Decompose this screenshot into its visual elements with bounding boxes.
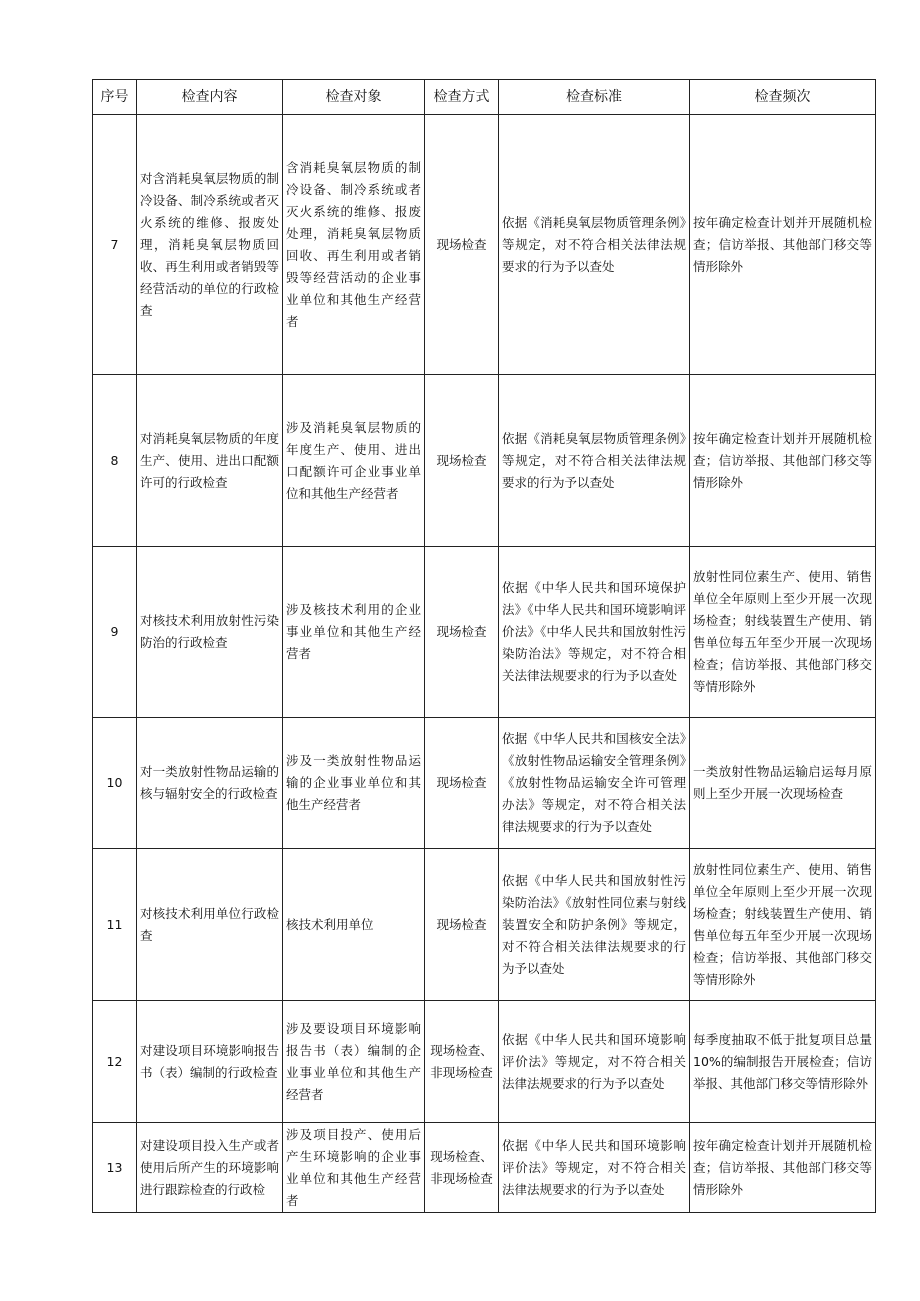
- cell-seq: 8: [93, 375, 137, 547]
- cell-seq: 12: [93, 1001, 137, 1123]
- table-header: [93, 80, 876, 115]
- table-body: [93, 115, 876, 1213]
- cell-seq: 11: [93, 849, 137, 1001]
- cell-method: 现场检查、非现场检查: [425, 1001, 499, 1123]
- cell-content: 对核技术利用单位行政检查: [137, 849, 283, 1001]
- cell-target: 涉及一类放射性物品运输的企业事业单位和其他生产经营者: [283, 718, 425, 849]
- header-row: [93, 80, 876, 115]
- cell-content: 对消耗臭氧层物质的年度生产、使用、进出口配额许可的行政检查: [137, 375, 283, 547]
- cell-method: 现场检查: [425, 375, 499, 547]
- cell-frequency: 每季度抽取不低于批复项目总量 10%的编制报告开展检查；信访举报、其他部门移交等情形除外: [690, 1001, 876, 1123]
- table-row: [93, 718, 876, 849]
- cell-target: 涉及项目投产、使用后产生环境影响的企业事业单位和其他生产经营者: [283, 1123, 425, 1213]
- header-method: 检查方式: [425, 80, 499, 115]
- cell-frequency: 一类放射性物品运输启运每月原则上至少开展一次现场检查: [690, 718, 876, 849]
- cell-method: 现场检查: [425, 115, 499, 375]
- header-seq: 序号: [93, 80, 137, 115]
- header-content: 检查内容: [137, 80, 283, 115]
- cell-method: 现场检查: [425, 718, 499, 849]
- cell-standard: 依据《消耗臭氧层物质管理条例》等规定，对不符合相关法律法规要求的行为予以查处: [499, 115, 690, 375]
- table-row: [93, 849, 876, 1001]
- cell-target: 涉及消耗臭氧层物质的年度生产、使用、进出口配额许可企业事业单位和其他生产经营者: [283, 375, 425, 547]
- table-row: [93, 375, 876, 547]
- cell-frequency: 按年确定检查计划并开展随机检查；信访举报、其他部门移交等情形除外: [690, 375, 876, 547]
- cell-target: 核技术利用单位: [283, 849, 425, 1001]
- cell-frequency: 按年确定检查计划并开展随机检查；信访举报、其他部门移交等情形除外: [690, 1123, 876, 1213]
- table-row: [93, 1001, 876, 1123]
- cell-target: 含消耗臭氧层物质的制冷设备、制冷系统或者灭火系统的维修、报废处理，消耗臭氧层物质回收、再生利用或者销毁等经营活动的企业事业单位和其他生产经营者: [283, 115, 425, 375]
- cell-content: 对建设项目投入生产或者使用后所产生的环境影响进行跟踪检查的行政检: [137, 1123, 283, 1213]
- cell-standard: 依据《消耗臭氧层物质管理条例》等规定，对不符合相关法律法规要求的行为予以查处: [499, 375, 690, 547]
- cell-frequency: 放射性同位素生产、使用、销售单位全年原则上至少开展一次现场检查；射线装置生产使用、销售单位每五年至少开展一次现场检查；信访举报、其他部门移交等情形除外: [690, 849, 876, 1001]
- cell-standard: 依据《中华人民共和国核安全法》《放射性物品运输安全管理条例》《放射性物品运输安全许可管理办法》等规定，对不符合相关法律法规要求的行为予以查处: [499, 718, 690, 849]
- cell-standard: 依据《中华人民共和国放射性污染防治法》《放射性同位素与射线装置安全和防护条例》等规定，对不符合相关法律法规要求的行为予以查处: [499, 849, 690, 1001]
- cell-seq: 9: [93, 547, 137, 718]
- table-row: [93, 1123, 876, 1213]
- table-row: [93, 115, 876, 375]
- header-frequency: 检查频次: [690, 80, 876, 115]
- cell-target: 涉及要设项目环境影响报告书（表）编制的企业事业单位和其他生产经营者: [283, 1001, 425, 1123]
- inspection-table: [92, 79, 876, 1213]
- cell-seq: 7: [93, 115, 137, 375]
- cell-content: 对核技术利用放射性污染防治的行政检查: [137, 547, 283, 718]
- header-standard: 检查标准: [499, 80, 690, 115]
- cell-method: 现场检查: [425, 849, 499, 1001]
- cell-method: 现场检查: [425, 547, 499, 718]
- cell-content: 对建设项目环境影响报告书（表）编制的行政检查: [137, 1001, 283, 1123]
- cell-target: 涉及核技术利用的企业事业单位和其他生产经营者: [283, 547, 425, 718]
- cell-standard: 依据《中华人民共和国环境影响评价法》等规定，对不符合相关法律法规要求的行为予以查处: [499, 1123, 690, 1213]
- cell-content: 对一类放射性物品运输的核与辐射安全的行政检查: [137, 718, 283, 849]
- cell-frequency: 放射性同位素生产、使用、销售单位全年原则上至少开展一次现场检查；射线装置生产使用、销售单位每五年至少开展一次现场检查；信访举报、其他部门移交等情形除外: [690, 547, 876, 718]
- cell-standard: 依据《中华人民共和国环境影响评价法》等规定，对不符合相关法律法规要求的行为予以查处: [499, 1001, 690, 1123]
- cell-standard: 依据《中华人民共和国环境保护法》《中华人民共和国环境影响评价法》《中华人民共和国放射性污染防治法》等规定，对不符合相关法律法规要求的行为予以查处: [499, 547, 690, 718]
- table-row: [93, 547, 876, 718]
- cell-method: 现场检查、非现场检查: [425, 1123, 499, 1213]
- cell-content: 对含消耗臭氧层物质的制冷设备、制冷系统或者灭火系统的维修、报废处理，消耗臭氧层物质回收、再生利用或者销毁等经营活动的单位的行政检查: [137, 115, 283, 375]
- header-target: 检查对象: [283, 80, 425, 115]
- cell-frequency: 按年确定检查计划并开展随机检查；信访举报、其他部门移交等情形除外: [690, 115, 876, 375]
- cell-seq: 10: [93, 718, 137, 849]
- cell-seq: 13: [93, 1123, 137, 1213]
